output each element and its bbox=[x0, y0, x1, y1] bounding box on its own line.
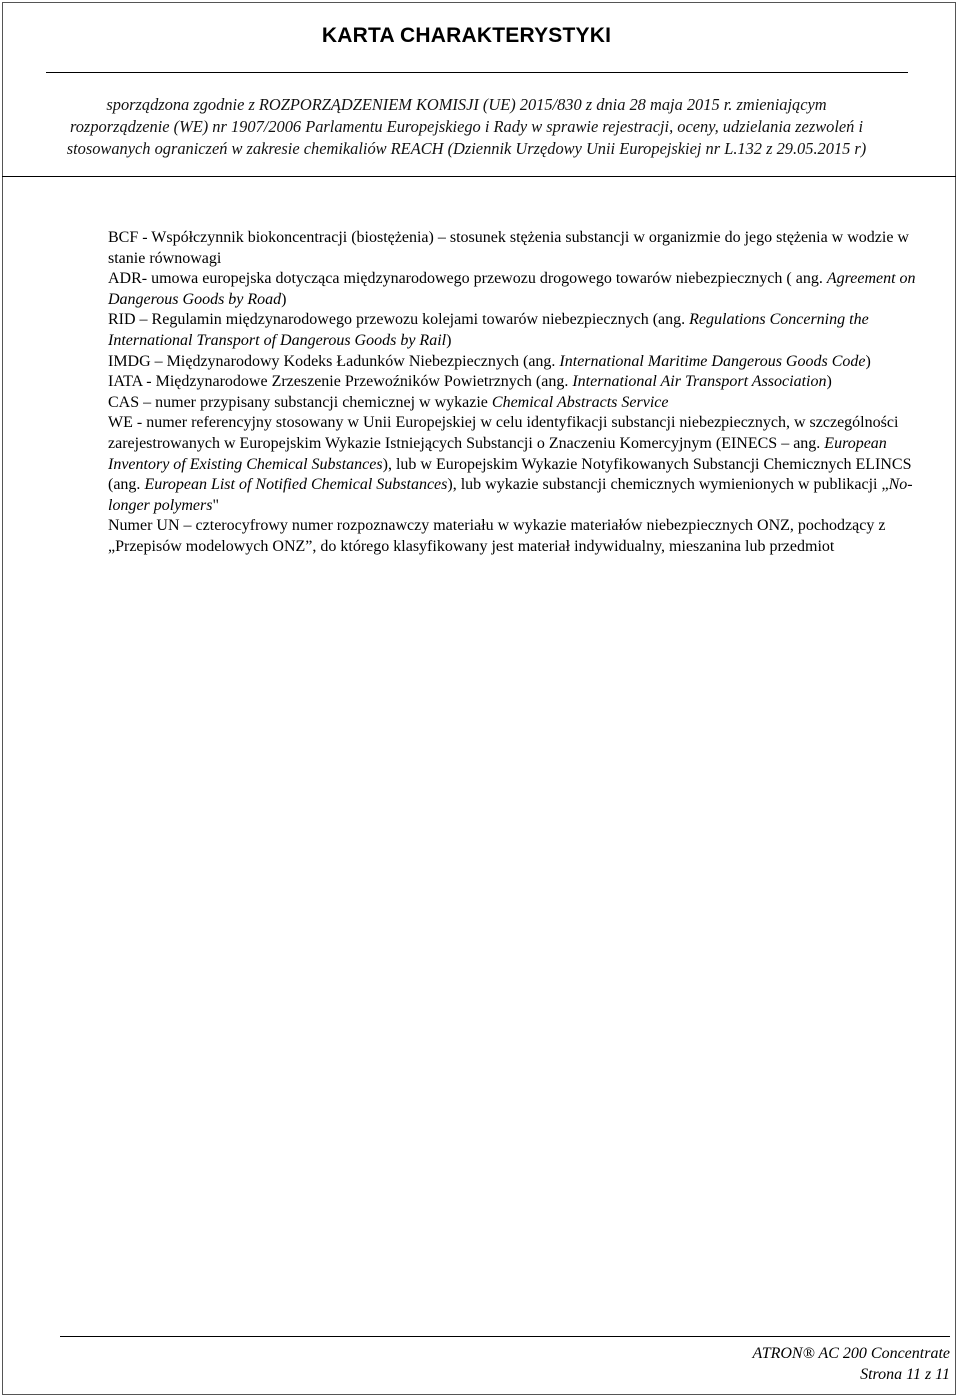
title-divider bbox=[46, 72, 908, 73]
page-border bbox=[2, 2, 956, 1395]
header-divider bbox=[2, 176, 956, 177]
document-title: KARTA CHARAKTERYSTYKI bbox=[321, 24, 612, 47]
regulation-line-2: rozporządzenie (WE) nr 1907/2006 Parlamentu Europejskiego i Rady w sprawie rejestracji, oceny, udzielania zezwoleń i bbox=[69, 117, 864, 136]
definition-rid: RID – Regulamin międzynarodowego przewozu kolejami towarów niebezpiecznych (ang. Regulations Concerning the International Transport of Dangerous Goods by Rail) bbox=[108, 311, 869, 349]
footer-product-name: ATRON® AC 200 Concentrate bbox=[752, 1345, 950, 1362]
definition-imdg: IMDG – Międzynarodowy Kodeks Ładunków Niebezpiecznych (ang. International Maritime Dangerous Goods Code) bbox=[108, 352, 871, 370]
definition-bcf: BCF - Współczynnik biokoncentracji (biostężenia) – stosunek stężenia substancji w organizmie do jego stężenia w wodzie w stanie równowagi bbox=[108, 229, 909, 267]
definition-we: WE - numer referencyjny stosowany w Unii Europejskiej w celu identyfikacji substancji niebezpiecznych, w szczególności zarejestrowanych w Europejskim Wykazie Istniejących Substancji o Znaczeniu Komercyjnym (EINECS – ang. European Inventory of Existing Chemical Substances), lub w Europejskim Wykazie Notyfikowanych Substancji Chemicznych ELINCS (ang. European List of Notified Chemical Substances), lub wykazie substancji chemicznych wymienionych w publikacji „No-longer polymers" bbox=[108, 414, 913, 514]
regulation-line-3: stosowanych ograniczeń w zakresie chemikaliów REACH (Dziennik Urzędowy Unii Europejskiej nr L.132 z 29.05.2015 r) bbox=[66, 139, 867, 158]
regulation-line-1: sporządzona zgodnie z ROZPORZĄDZENIEM KOMISJI (UE) 2015/830 z dnia 28 maja 2015 r. zmieniającym bbox=[106, 95, 827, 114]
footer-page-number: Strona 11 z 11 bbox=[860, 1366, 950, 1383]
definition-cas: CAS – numer przypisany substancji chemicznej w wykazie Chemical Abstracts Service bbox=[108, 393, 669, 411]
abbreviations-list bbox=[108, 228, 940, 558]
footer-divider bbox=[60, 1336, 950, 1337]
definition-un: Numer UN – czterocyfrowy numer rozpoznawczy materiału w wykazie materiałów niebezpiecznych ONZ, pochodzący z „Przepisów modelowych ONZ”, do którego klasyfikowany jest materiał indywidualny, mieszanina lub przedmiot bbox=[108, 517, 886, 555]
regulation-header bbox=[0, 94, 933, 160]
definition-adr: ADR- umowa europejska dotycząca międzynarodowego przewozu drogowego towarów niebezpiecznych ( ang. Agreement on Dangerous Goods by Road) bbox=[108, 270, 916, 308]
definition-iata: IATA - Międzynarodowe Zrzeszenie Przewoźników Powietrznych (ang. International Air Transport Association) bbox=[108, 373, 832, 391]
